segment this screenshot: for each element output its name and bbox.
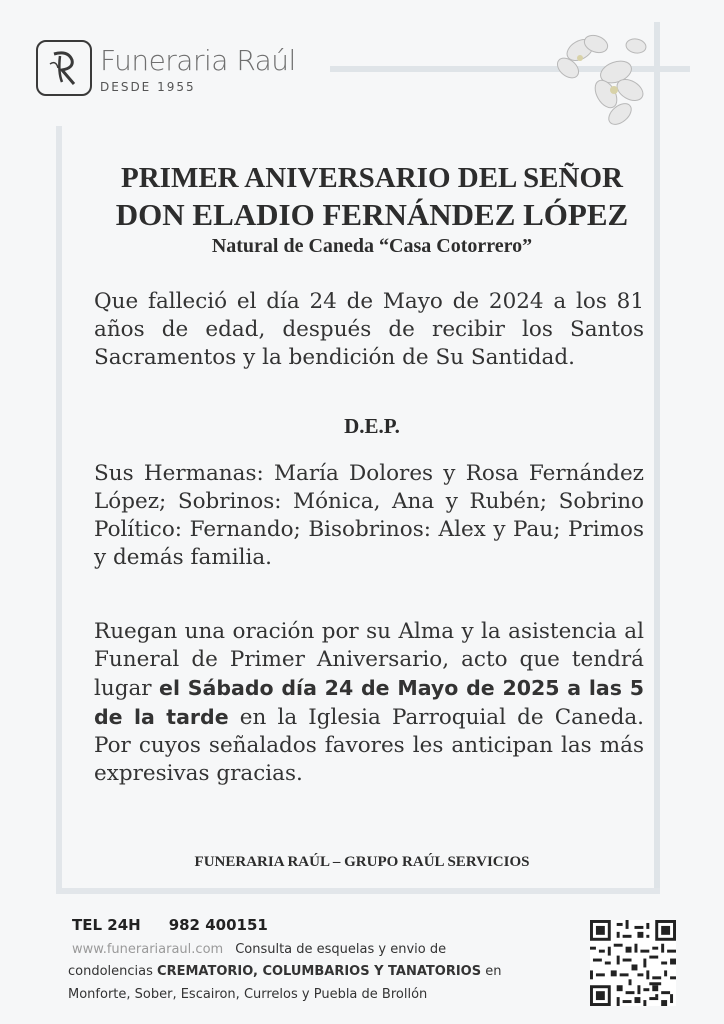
flower-decoration-icon — [540, 28, 650, 132]
ceremony-text-1: Ruegan una oración por su Alma y la asistencia al Funeral de Primer Aniversario, acto que tendrá lugar — [94, 619, 644, 701]
frame-right-line — [654, 22, 660, 894]
brand-name: Funeraria Raúl — [100, 44, 296, 77]
family-paragraph: Sus Hermanas: María Dolores y Rosa Fernández López; Sobrinos: Mónica, Ana y Rubén; Sobrino Político: Fernando; Bisobrinos: Alex y Pau; Primos y demás familia. — [94, 461, 644, 570]
dep-heading: D.E.P. — [344, 414, 400, 438]
footer-company: FUNERARIA RAÚL – GRUPO RAÚL SERVICIOS — [194, 854, 530, 870]
title-line-1: PRIMER ANIVERSARIO DEL SEÑOR — [121, 162, 623, 194]
frame-bottom-line — [56, 888, 660, 894]
website-link[interactable]: www.funerariaraul.com — [72, 942, 224, 957]
contact-phone — [72, 916, 296, 934]
ceremony-paragraph — [94, 618, 644, 788]
qr-code-icon[interactable] — [590, 920, 676, 1006]
info2-prefix: condolencias — [68, 964, 158, 979]
tel-label: TEL 24H — [72, 916, 141, 934]
ceremony-date: el Sábado día 24 de Mayo de 2025 a las 5 de la tarde — [94, 676, 644, 729]
info-line-2 — [68, 964, 501, 979]
origin-subtitle: Natural de Caneda “Casa Cotorrero” — [211, 235, 533, 257]
r-monogram-icon — [36, 40, 92, 96]
web-line — [72, 942, 446, 957]
tel-number: 982 400151 — [168, 916, 268, 934]
info2-bold: CREMATORIO, COLUMBARIOS Y TANATORIOS — [157, 964, 482, 979]
ceremony-text-2: en la Iglesia Parroquial de Caneda. Por cuyos señalados favores les anticipan las más expresivas gracias. — [94, 705, 644, 786]
death-paragraph: Que falleció el día 24 de Mayo de 2024 a los 81 años de edad, después de recibir los Santos Sacramentos y la bendición de Su Santidad. — [94, 289, 644, 370]
brand-since: DESDE 1955 — [100, 80, 196, 94]
info-line-1: Consulta de esquelas y envio de — [235, 942, 447, 957]
title-line-2: DON ELADIO FERNÁNDEZ LÓPEZ — [115, 197, 629, 232]
info2-suffix: en — [481, 964, 502, 979]
info-line-3: Monforte, Sober, Escairon, Currelos y Puebla de Brollón — [68, 987, 428, 1002]
